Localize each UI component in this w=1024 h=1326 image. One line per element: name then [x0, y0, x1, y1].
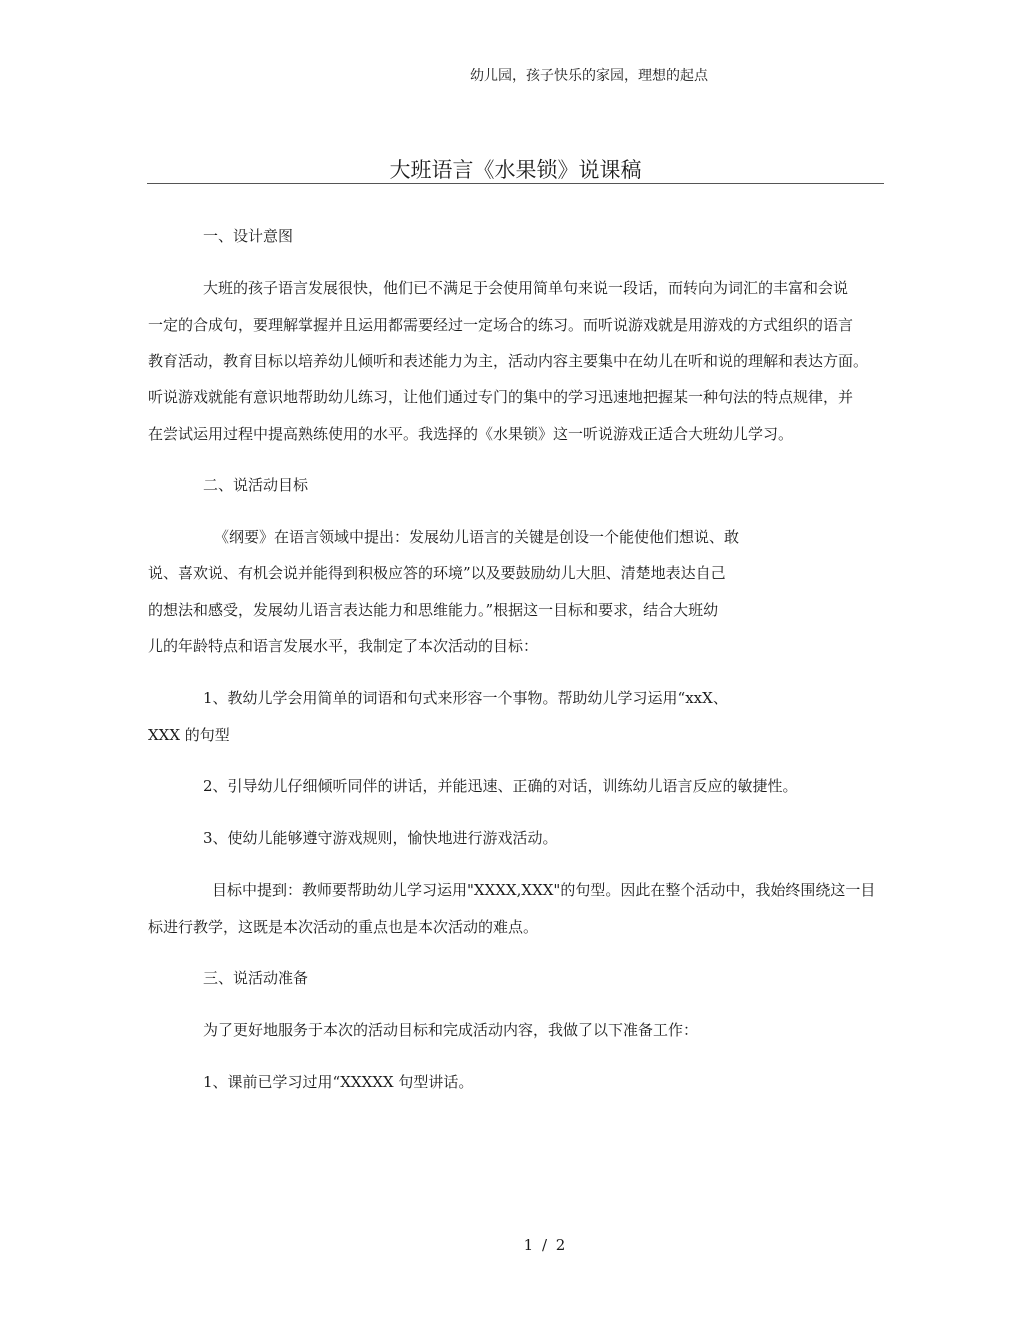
text-line: XXX 的句型 — [148, 726, 230, 744]
header-note: 幼儿园，孩子快乐的家园，理想的起点 — [470, 68, 708, 84]
text-line: 说、喜欢说、有机会说并能得到积极应答的环境”以及要鼓励幼儿大胆、清楚地表达自己 — [148, 564, 726, 582]
text-line: 3、使幼儿能够遵守游戏规则，愉快地进行游戏活动。 — [203, 829, 558, 847]
text-line: 标进行教学，这既是本次活动的重点也是本次活动的难点。 — [148, 918, 539, 936]
text-line: 《纲要》在语言领域中提出：发展幼儿语言的关键是创设一个能使他们想说、敢 — [214, 528, 740, 546]
text-line: 儿的年龄特点和语言发展水平，我制定了本次活动的目标： — [148, 637, 539, 655]
text-line: 听说游戏就能有意识地帮助幼儿练习，让他们通过专门的集中的学习迅速地把握某一种句法的特点规律，并 — [148, 388, 854, 406]
text-line: 1、课前已学习过用“XXXXX 句型讲话。 — [203, 1073, 474, 1091]
text-line: 目标中提到：教师要帮助幼儿学习运用"XXXX,XXX"的句型。因此在整个活动中，我始终围绕这一目 — [212, 881, 876, 899]
text-line: 为了更好地服务于本次的活动目标和完成活动内容，我做了以下准备工作： — [203, 1021, 699, 1039]
title-divider — [147, 183, 884, 184]
text-line: 2、引导幼儿仔细倾听同伴的讲话，并能迅速、正确的对话，训练幼儿语言反应的敏捷性。 — [203, 777, 798, 795]
text-line: 的想法和感受，发展幼儿语言表达能力和思维能力。”根据这一目标和要求，结合大班幼 — [148, 601, 719, 619]
text-line: 三、说活动准备 — [203, 969, 309, 987]
text-line: 在尝试运用过程中提高熟练使用的水平。我选择的《水果锁》这一听说游戏正适合大班幼儿学习。 — [148, 425, 794, 443]
text-line: 二、说活动目标 — [203, 476, 309, 494]
text-line: 一、设计意图 — [203, 227, 294, 245]
page-number: 1 / 2 — [523, 1236, 568, 1254]
document-title: 大班语言《水果锁》说课稿 — [389, 158, 642, 182]
text-line: 一定的合成句，要理解掌握并且运用都需要经过一定场合的练习。而听说游戏就是用游戏的方式组织的语言 — [148, 316, 854, 334]
text-line: 教育活动，教育目标以培养幼儿倾听和表述能力为主，活动内容主要集中在幼儿在听和说的理解和表达方面。 — [148, 352, 869, 370]
text-line: 大班的孩子语言发展很快，他们已不满足于会使用简单句来说一段话，而转向为词汇的丰富和会说 — [203, 279, 849, 297]
text-line: 1、教幼儿学会用简单的词语和句式来形容一个事物。帮助幼儿学习运用“xxX、 — [203, 689, 728, 707]
